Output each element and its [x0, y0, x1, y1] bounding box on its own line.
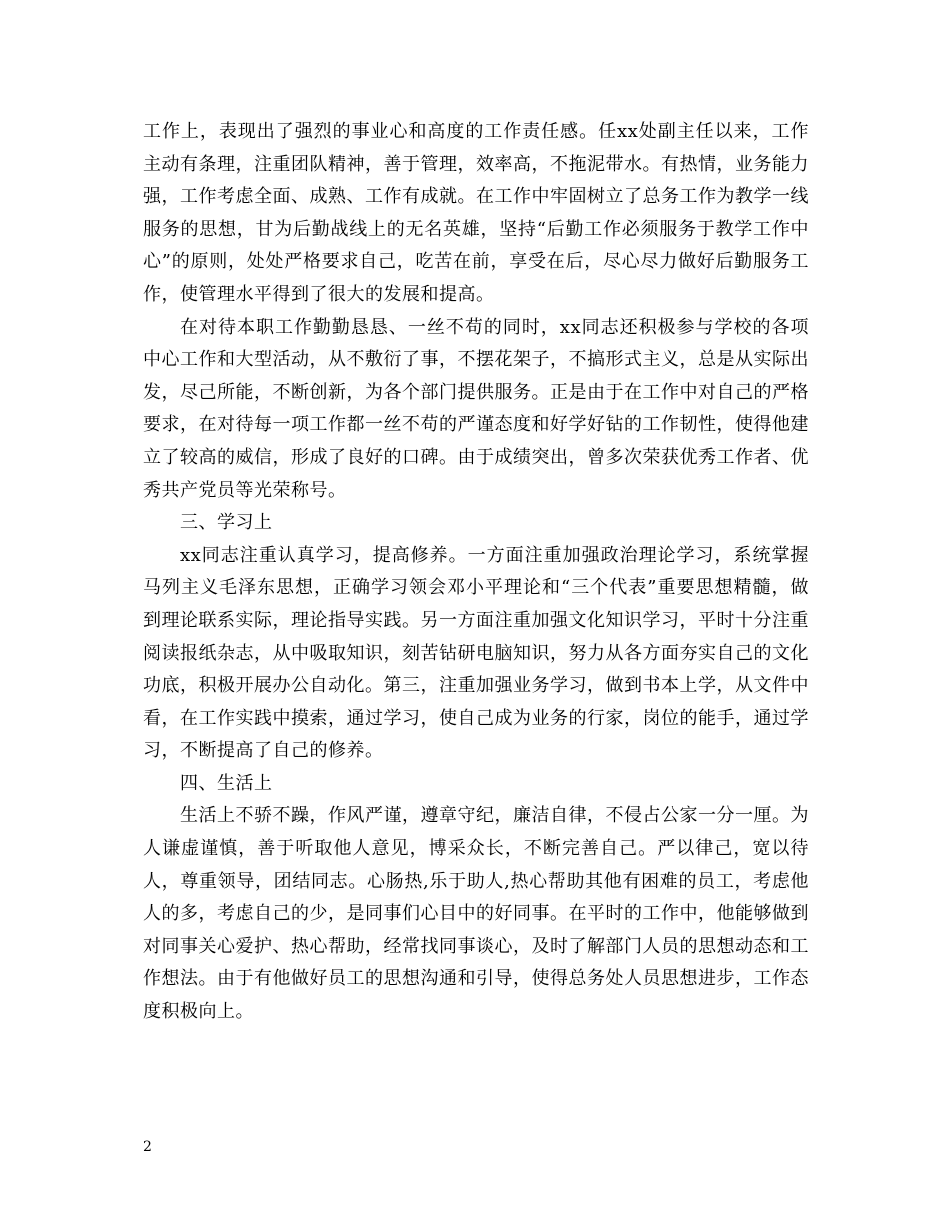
paragraph-work-attitude: 在对待本职工作勤勤恳恳、一丝不苟的同时，xx同志还积极参与学校的各项中心工作和大型活动，从不敷衍了事，不摆花架子，不搞形式主义，总是从实际出发，尽己所能，不断创新，为各个部门提供服务。正是由于在工作中对自己的严格要求，在对待每一项工作都一丝不苟的严谨态度和好学好钻的工作韧性，使得他建立了较高的威信，形成了良好的口碑。由于成绩突出，曾多次荣获优秀工作者、优秀共产党员等光荣称号。	[143, 316, 809, 501]
paragraph-study: xx同志注重认真学习，提高修养。一方面注重加强政治理论学习，系统掌握马列主义毛泽东思想，正确学习领会邓小平理论和“三个代表”重要思想精髓，做到理论联系实际，理论指导实践。另一方面注重加强文化知识学习，平时十分注重阅读报纸杂志，从中吸取知识，刻苦钻研电脑知识，努力从各方面夯实自己的文化功底，积极开展办公自动化。第三，注重加强业务学习，做到书本上学，从文件中看，在工作实践中摸索，通过学习，使自己成为业务的行家，岗位的能手，通过学习，不断提高了自己的修养。	[143, 544, 809, 762]
paragraph-life: 生活上不骄不躁，作风严谨，遵章守纪，廉洁自律，不侵占公家一分一厘。为人谦虚谨慎，善于听取他人意见，博采众长，不断完善自己。严以律己，宽以待人，尊重领导，团结同志。心肠热,乐于助人,热心帮助其他有困难的员工，考虑他人的多，考虑自己的少，是同事们心目中的好同事。在平时的工作中，他能够做到对同事关心爱护、热心帮助，经常找同事谈心，及时了解部门人员的思想动态和工作想法。由于有他做好员工的思想沟通和引导，使得总务处人员思想进步，工作态度积极向上。	[143, 805, 809, 1023]
section-heading-life: 四、生活上	[180, 772, 273, 794]
page-number: 2	[143, 1139, 152, 1155]
section-heading-study: 三、学习上	[180, 512, 273, 534]
document-body	[143, 116, 809, 1029]
paragraph-work-continued: 工作上，表现出了强烈的事业心和高度的工作责任感。任xx处副主任以来，工作主动有条理，注重团队精神，善于管理，效率高，不拖泥带水。有热情，业务能力强，工作考虑全面、成熟、工作有成就。在工作中牢固树立了总务工作为教学一线服务的思想，甘为后勤战线上的无名英雄，坚持“后勤工作必须服务于教学工作中心”的原则，处处严格要求自己，吃苦在前，享受在后，尽心尽力做好后勤服务工作，使管理水平得到了很大的发展和提高。	[143, 121, 809, 305]
